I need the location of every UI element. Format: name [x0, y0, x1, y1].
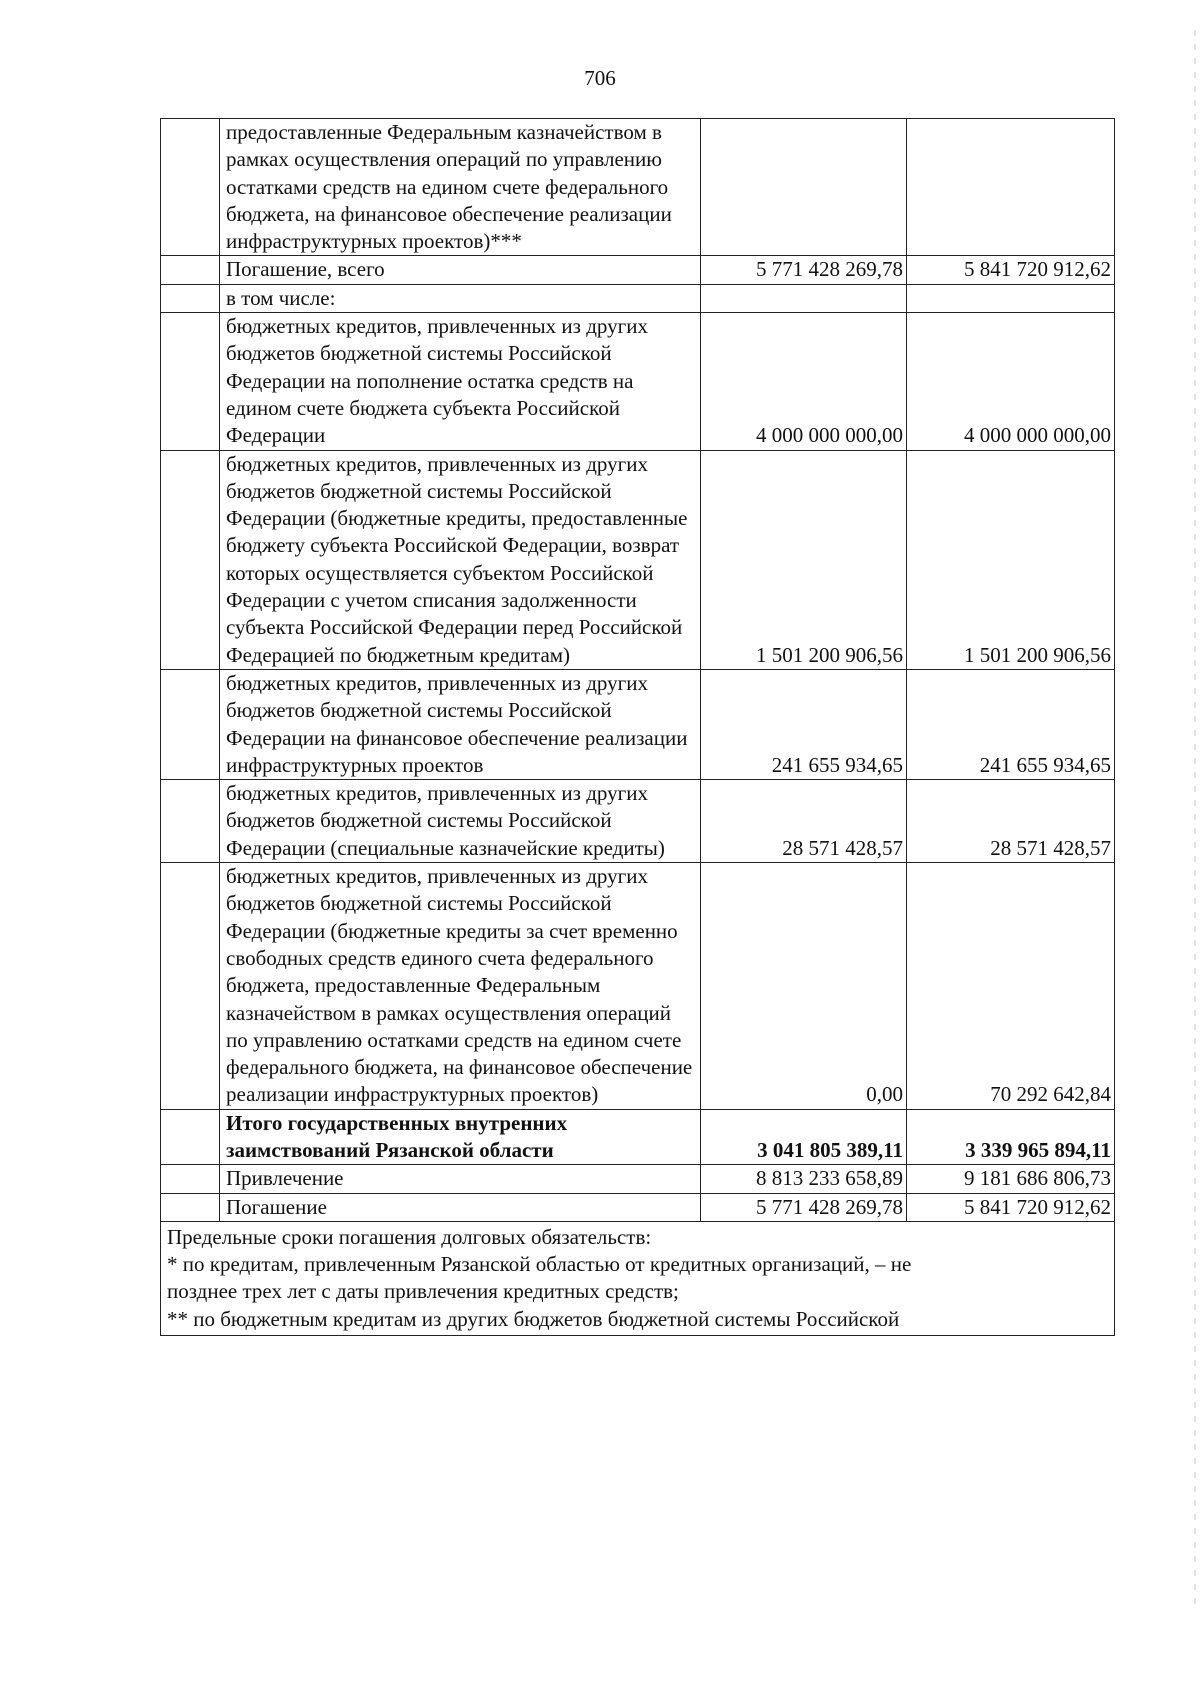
row-value-1 — [701, 284, 907, 312]
table-row — [161, 313, 1115, 450]
row-value-2: 28 571 428,57 — [907, 780, 1115, 863]
row-label: бюджетных кредитов, привлеченных из других бюджетов бюджетной системы Российской Федерации (бюджетные кредиты, предоставленные бюджету субъекта Российской Федерации, возврат которых осуществляется субъектом Российской Федерации с учетом списания задолженности субъекта Российской Федерации перед Российской Федерацией по бюджетным кредитам) — [220, 450, 701, 669]
row-value-1: 5 771 428 269,78 — [701, 1193, 907, 1221]
row-value-2 — [907, 284, 1115, 312]
footnote-cell — [161, 1221, 1115, 1335]
row-value-1: 4 000 000 000,00 — [701, 313, 907, 450]
row-label: Погашение, всего — [220, 256, 701, 284]
row-label: бюджетных кредитов, привлеченных из других бюджетов бюджетной системы Российской Федерации (бюджетные кредиты за счет временно свободных средств единого счета федерального бюджета, предоставленные Федеральным казначейством в рамках осуществления операций по управлению остатками средств на едином счете федерального бюджета, на финансовое обеспечение реализации инфраструктурных проектов) — [220, 863, 701, 1110]
row-value-1: 241 655 934,65 — [701, 669, 907, 779]
table-row — [161, 256, 1115, 284]
row-value-1: 5 771 428 269,78 — [701, 256, 907, 284]
scan-edge-artifact — [1194, 30, 1196, 1610]
row-value-2: 9 181 686 806,73 — [907, 1165, 1115, 1193]
table-row — [161, 450, 1115, 669]
row-label: Погашение — [220, 1193, 701, 1221]
row-label: бюджетных кредитов, привлеченных из других бюджетов бюджетной системы Российской Федерации (специальные казначейские кредиты) — [220, 780, 701, 863]
row-number-cell — [161, 780, 220, 863]
table-row — [161, 119, 1115, 256]
footnote-line: * по кредитам, привлеченным Рязанской областью от кредитных организаций, – не — [167, 1252, 912, 1277]
row-number-cell — [161, 863, 220, 1110]
row-number-cell — [161, 284, 220, 312]
table-row — [161, 284, 1115, 312]
row-label: предоставленные Федеральным казначейством в рамках осуществления операций по управлению остатками средств на едином счете федерального бюджета, на финансовое обеспечение реализации инфраструктурных проектов)*** — [220, 119, 701, 256]
row-label: бюджетных кредитов, привлеченных из других бюджетов бюджетной системы Российской Федерации на финансовое обеспечение реализации инфраструктурных проектов — [220, 669, 701, 779]
row-value-2: 5 841 720 912,62 — [907, 1193, 1115, 1221]
row-number-cell — [161, 313, 220, 450]
row-label: Привлечение — [220, 1165, 701, 1193]
table-row — [161, 780, 1115, 863]
row-number-cell — [161, 256, 220, 284]
row-number-cell — [161, 119, 220, 256]
row-value-2: 241 655 934,65 — [907, 669, 1115, 779]
footnote-line: позднее трех лет с даты привлечения кредитных средств; — [167, 1279, 679, 1304]
row-value-2 — [907, 119, 1115, 256]
row-value-1: 8 813 233 658,89 — [701, 1165, 907, 1193]
row-value-2: 1 501 200 906,56 — [907, 450, 1115, 669]
row-number-cell — [161, 1193, 220, 1221]
row-value-1: 3 041 805 389,11 — [701, 1109, 907, 1165]
table-row — [161, 1165, 1115, 1193]
row-value-1 — [701, 119, 907, 256]
footnote-heading: Предельные сроки погашения долговых обязательств: — [167, 1224, 652, 1249]
table-row — [161, 863, 1115, 1110]
borrowings-table — [160, 118, 1115, 1336]
row-value-2: 5 841 720 912,62 — [907, 256, 1115, 284]
page-number: 706 — [584, 66, 616, 90]
row-label: Итого государственных внутренних заимствований Рязанской области — [220, 1109, 701, 1165]
row-value-2: 70 292 642,84 — [907, 863, 1115, 1110]
row-number-cell — [161, 1109, 220, 1165]
row-value-1: 1 501 200 906,56 — [701, 450, 907, 669]
row-value-1: 0,00 — [701, 863, 907, 1110]
row-number-cell — [161, 450, 220, 669]
table-row — [161, 1193, 1115, 1221]
row-value-2: 3 339 965 894,11 — [907, 1109, 1115, 1165]
row-value-1: 28 571 428,57 — [701, 780, 907, 863]
footnote-line: ** по бюджетным кредитам из других бюджетов бюджетной системы Российской — [167, 1306, 900, 1331]
footnote-row — [161, 1221, 1115, 1335]
table-row — [161, 669, 1115, 779]
row-number-cell — [161, 669, 220, 779]
row-value-2: 4 000 000 000,00 — [907, 313, 1115, 450]
row-number-cell — [161, 1165, 220, 1193]
table-row-total — [161, 1109, 1115, 1165]
row-label: бюджетных кредитов, привлеченных из других бюджетов бюджетной системы Российской Федерации на пополнение остатка средств на едином счете бюджета субъекта Российской Федерации — [220, 313, 701, 450]
row-label: в том числе: — [220, 284, 701, 312]
